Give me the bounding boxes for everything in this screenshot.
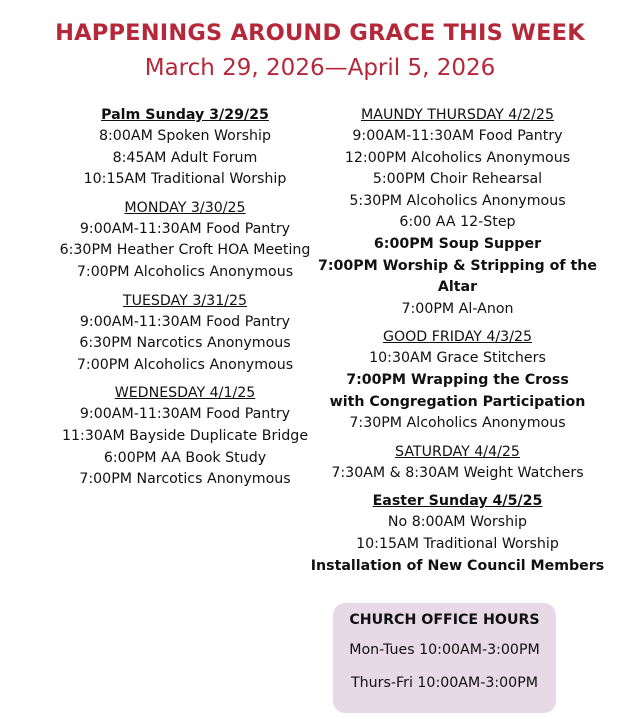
office-hours-title: CHURCH OFFICE HOURS [349,612,540,628]
event-item: 7:00PM Alcoholics Anonymous [76,356,294,373]
day-heading-saturday: SATURDAY 4/4/25 [395,443,520,460]
event-item: 9:00AM-11:30AM Food Pantry [79,220,291,237]
event-item: No 8:00AM Worship [387,514,528,531]
event-item-highlight: Altar [437,279,478,296]
office-hours-line: Mon-Tues 10:00AM-3:00PM [349,642,540,658]
event-item: 8:45AM Adult Forum [112,149,258,166]
day-heading-maundy-thursday: MAUNDY THURSDAY 4/2/25 [361,107,554,123]
event-item-highlight: 7:00PM Wrapping the Cross [346,371,569,388]
event-item: 9:00AM-11:30AM Food Pantry [79,313,291,330]
event-item: 12:00PM Alcoholics Anonymous [344,149,571,166]
event-item-highlight: 6:00PM Soup Supper [373,235,542,252]
event-item: 6:00 AA 12-Step [399,214,516,231]
event-item: 7:30PM Alcoholics Anonymous [349,415,566,432]
event-item: 7:00PM Alcoholics Anonymous [76,263,294,280]
event-item: 7:00PM Al-Anon [401,300,514,317]
event-item: 9:00AM-11:30AM Food Pantry [352,128,563,144]
event-item: 10:15AM Traditional Worship [356,535,559,552]
event-item: 8:00AM Spoken Worship [99,128,271,144]
event-item: 7:30AM & 8:30AM Weight Watchers [331,464,584,481]
schedule-column-left [40,105,330,491]
event-item: 11:30AM Bayside Duplicate Bridge [61,427,309,444]
event-item: 6:30PM Heather Croft HOA Meeting [59,242,311,259]
event-item: 9:00AM-11:30AM Food Pantry [79,406,291,423]
page-title: HAPPENINGS AROUND GRACE THIS WEEK [55,20,585,46]
event-item: 6:30PM Narcotics Anonymous [79,335,291,352]
event-item: 6:00PM AA Book Study [103,449,267,466]
day-heading-good-friday: GOOD FRIDAY 4/3/25 [382,329,533,346]
date-range: March 29, 2026—April 5, 2026 [144,55,496,81]
day-heading-monday: MONDAY 3/30/25 [124,199,246,216]
event-item: 10:15AM Traditional Worship [83,171,287,188]
event-item-highlight: with Congregation Participation [329,393,586,410]
day-heading-easter-sunday: Easter Sunday 4/5/25 [372,493,543,510]
event-item: 7:00PM Narcotics Anonymous [79,471,291,488]
schedule-column-right [305,105,610,577]
event-item: 10:30AM Grace Stitchers [369,350,546,367]
event-item-highlight: Installation of New Council Members [310,557,605,574]
event-item: 5:00PM Choir Rehearsal [372,171,543,188]
office-hours-box [333,603,556,713]
day-heading-wednesday: WEDNESDAY 4/1/25 [114,385,256,402]
event-item: 5:30PM Alcoholics Anonymous [349,192,566,209]
day-heading-palm-sunday: Palm Sunday 3/29/25 [101,107,269,123]
day-heading-tuesday: TUESDAY 3/31/25 [122,292,248,309]
event-item-highlight: 7:00PM Worship & Stripping of the [317,257,598,274]
office-hours-line: Thurs-Fri 10:00AM-3:00PM [350,675,538,691]
